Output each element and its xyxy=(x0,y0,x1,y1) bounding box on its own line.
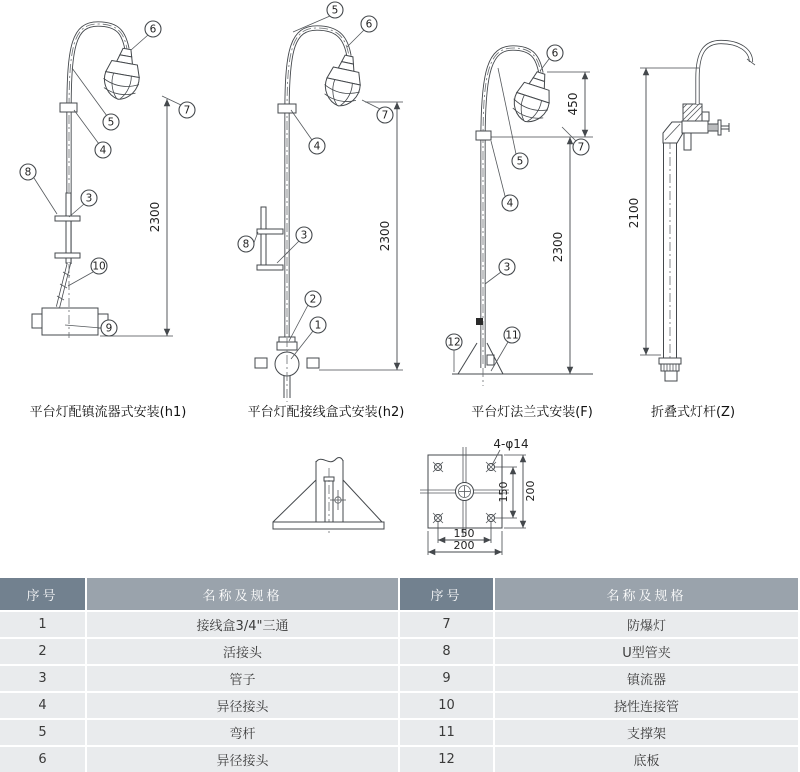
callout-12 xyxy=(446,334,462,372)
svg-text:7: 7 xyxy=(381,109,389,122)
svg-text:10: 10 xyxy=(92,260,106,273)
table-header-name-left: 名称及规格 xyxy=(87,578,398,610)
table-cell-no: 8 xyxy=(400,639,493,664)
svg-text:1: 1 xyxy=(314,319,322,332)
dim-label-450: 450 xyxy=(566,92,580,116)
dimension-2300 xyxy=(100,99,173,336)
svg-text:4: 4 xyxy=(506,197,514,210)
table-cell-name: 弯杆 xyxy=(87,720,398,745)
svg-text:7: 7 xyxy=(577,141,585,154)
table-cell-no: 7 xyxy=(400,612,493,637)
dim-label-2100: 2100 xyxy=(627,197,641,229)
center-hole xyxy=(456,483,474,501)
svg-text:12: 12 xyxy=(447,336,461,349)
table-cell-no: 12 xyxy=(400,747,493,772)
dim-label-150-h: 150 xyxy=(453,527,475,540)
table-cell-no: 11 xyxy=(400,720,493,745)
base-connector xyxy=(659,358,681,381)
svg-text:5: 5 xyxy=(331,4,339,17)
dim-label-200-h: 200 xyxy=(453,539,475,552)
reducer-joint xyxy=(476,131,491,140)
table-cell-name: 接线盒3/4"三通 xyxy=(87,612,398,637)
svg-text:6: 6 xyxy=(365,18,373,31)
table-cell-no: 2 xyxy=(0,639,85,664)
callout-10 xyxy=(68,258,107,286)
figure-ballast-mount-drawing xyxy=(10,0,220,400)
table-header-no-left: 序号 xyxy=(0,578,85,610)
explosion-proof-lamp-icon xyxy=(321,52,367,109)
hatched-block xyxy=(683,104,709,121)
flexible-conduit xyxy=(698,42,756,104)
table-cell-no: 10 xyxy=(400,693,493,718)
table-cell-no: 3 xyxy=(0,666,85,691)
svg-text:3: 3 xyxy=(85,192,93,205)
figure-flange-mount-drawing xyxy=(435,0,630,395)
svg-text:8: 8 xyxy=(24,166,32,179)
figure-caption-h1: 平台灯配镇流器式安装(h1) xyxy=(29,405,187,420)
table-cell-name: 异径接头 xyxy=(87,747,398,772)
svg-text:3: 3 xyxy=(503,261,511,274)
svg-text:5: 5 xyxy=(516,155,524,168)
dimension-2300 xyxy=(319,102,403,370)
figure-caption-f: 平台灯法兰式安装(F) xyxy=(471,405,593,420)
table-cell-no: 1 xyxy=(0,612,85,637)
callout-8 xyxy=(238,232,258,252)
callout-6 xyxy=(347,16,377,47)
dim-label-2300: 2300 xyxy=(378,220,392,252)
flexible-conduit xyxy=(57,263,70,307)
callout-3 xyxy=(485,259,515,284)
svg-text:4: 4 xyxy=(313,140,321,153)
table-cell-name: 防爆灯 xyxy=(495,612,798,637)
callout-4 xyxy=(291,110,325,154)
table-cell-name: 异径接头 xyxy=(87,693,398,718)
svg-text:3: 3 xyxy=(300,229,308,242)
figure-junction-box-mount-drawing xyxy=(225,0,430,412)
dim-label-150-v: 150 xyxy=(497,481,510,503)
table-cell-name: 底板 xyxy=(495,747,798,772)
table-cell-no: 6 xyxy=(0,747,85,772)
table-cell-name: 挠性连接管 xyxy=(495,693,798,718)
svg-text:9: 9 xyxy=(105,322,113,335)
dim-label-200-v: 200 xyxy=(524,480,537,502)
svg-text:5: 5 xyxy=(107,116,115,129)
callout-1 xyxy=(291,317,326,359)
callout-8 xyxy=(20,164,57,214)
dim-label-2300: 2300 xyxy=(148,201,162,233)
reducer-joint xyxy=(278,104,296,113)
svg-text:7: 7 xyxy=(183,104,191,117)
table-cell-name: U型管夹 xyxy=(495,639,798,664)
ballast-box xyxy=(32,308,108,335)
table-cell-no: 4 xyxy=(0,693,85,718)
threaded-rod xyxy=(708,120,729,135)
svg-text:2: 2 xyxy=(309,293,317,306)
svg-text:4: 4 xyxy=(99,144,107,157)
figure-caption-h2: 平台灯配接线盒式安装(h2) xyxy=(247,405,405,420)
dim-label-2300: 2300 xyxy=(551,231,565,263)
callout-2 xyxy=(289,291,321,341)
table-cell-no: 9 xyxy=(400,666,493,691)
flange-plan-view-drawing xyxy=(420,435,568,567)
table-cell-name: 镇流器 xyxy=(495,666,798,691)
callout-11 xyxy=(491,327,520,371)
parts-table xyxy=(0,578,800,772)
pole-band xyxy=(476,318,483,325)
anchor-box xyxy=(487,355,494,365)
callout-3 xyxy=(69,190,97,217)
dimension-2300 xyxy=(551,137,570,374)
base-side-view-drawing xyxy=(260,440,400,560)
explosion-proof-lamp-icon xyxy=(100,46,144,102)
table-cell-name: 管子 xyxy=(87,666,398,691)
callout-7 xyxy=(362,100,393,123)
svg-text:8: 8 xyxy=(242,238,250,251)
svg-text:6: 6 xyxy=(551,47,559,60)
callout-4 xyxy=(491,141,518,211)
table-header-name-right: 名称及规格 xyxy=(495,578,798,610)
elbow-joint xyxy=(663,122,683,143)
table-header-no-right: 序号 xyxy=(400,578,493,610)
hole-label: 4-φ14 xyxy=(493,437,529,451)
svg-text:11: 11 xyxy=(505,329,519,342)
figure-folding-pole-drawing xyxy=(625,0,795,392)
table-cell-name: 支撑架 xyxy=(495,720,798,745)
clamp-body xyxy=(682,121,708,150)
figure-caption-z: 折叠式灯杆(Z) xyxy=(650,405,736,420)
u-clamp-channel xyxy=(55,193,80,263)
table-cell-no: 5 xyxy=(0,720,85,745)
base-plate xyxy=(273,522,384,529)
callout-6 xyxy=(131,21,161,50)
explosion-proof-lamp-icon xyxy=(508,67,558,127)
callout-6 xyxy=(540,45,563,71)
svg-text:6: 6 xyxy=(149,23,157,36)
table-cell-name: 活接头 xyxy=(87,639,398,664)
